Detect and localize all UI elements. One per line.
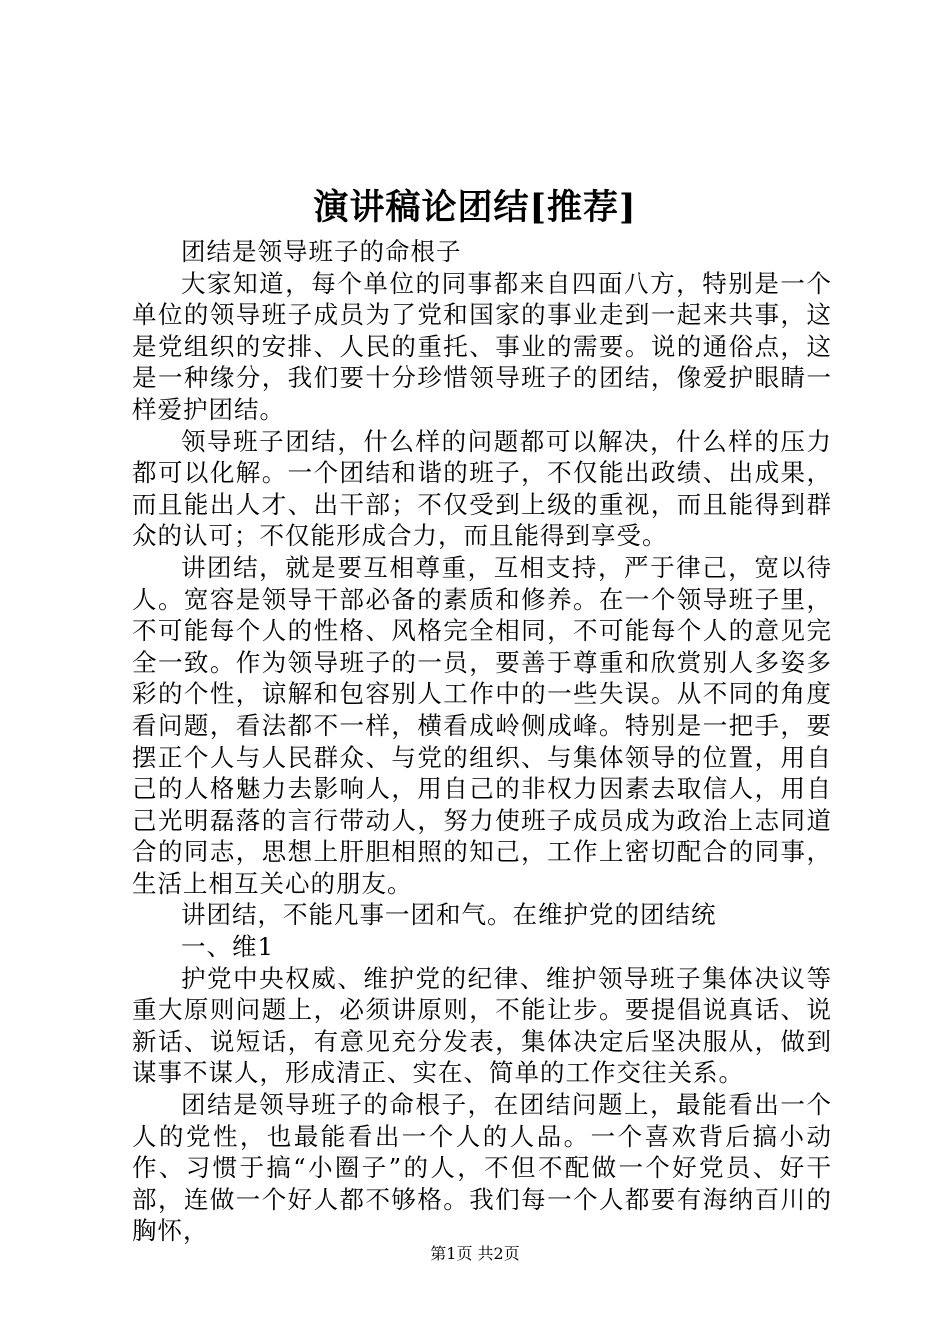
paragraph: 团结是领导班子的命根子，在团结问题上，最能看出一个人的党性，也最能看出一个人的人品。一个喜欢背后搞小动作、习惯于搞“小圈子”的人，不但不配做一个好党员、好干部，连做一个好人都不够格。我们每一个人都要有海纳百川的胸怀， [132,1090,832,1246]
paragraph: 讲团结，就是要互相尊重，互相支持，严于律己，宽以待人。宽容是领导干部必备的素质和修养。在一个领导班子里，不可能每个人的性格、风格完全相同，不可能每个人的意见完全一致。作为领导班子的一员，要善于尊重和欣赏别人多姿多彩的个性，谅解和包容别人工作中的一些失误。从不同的角度看问题，看法都不一样，横看成岭侧成峰。特别是一把手，要摆正个人与人民群众、与党的组织、与集体领导的位置，用自己的人格魅力去影响人，用自己的非权力因素去取信人，用自己光明磊落的言行带动人，努力使班子成员成为政治上志同道合的同志，思想上肝胆相照的知己，工作上密切配合的同事，生活上相互关心的朋友。 [132,552,832,898]
document-title: 演讲稿论团结[推荐] [313,187,637,228]
document-body [132,236,832,1247]
page-footer: 第1页 共2页 [430,1244,520,1263]
paragraph: 大家知道，每个单位的同事都来自四面八方，特别是一个单位的领导班子成员为了党和国家的事业走到一起来共事，这是党组织的安排、人民的重托、事业的需要。说的通俗点，这是一种缘分，我们要十分珍惜领导班子的团结，像爱护眼睛一样爱护团结。 [132,268,832,424]
paragraph: 讲团结，不能凡事一团和气。在维护党的团结统 [181,900,717,930]
paragraph: 团结是领导班子的命根子 [181,237,462,266]
paragraph: 领导班子团结，什么样的问题都可以解决，什么样的压力都可以化解。一个团结和谐的班子，不仅能出政绩、出成果，而且能出人才、出干部；不仅受到上级的重视，而且能得到群众的认可；不仅能形成合力，而且能得到享受。 [132,426,832,551]
paragraph: 护党中央权威、维护党的纪律、维护领导班子集体决议等重大原则问题上，必须讲原则，不能让步。要提倡说真话、说新话、说短话，有意见充分发表，集体决定后坚决服从，做到谋事不谋人，形成清正、实在、简单的工作交往关系。 [132,963,832,1088]
paragraph: 一、维1 [181,932,275,962]
